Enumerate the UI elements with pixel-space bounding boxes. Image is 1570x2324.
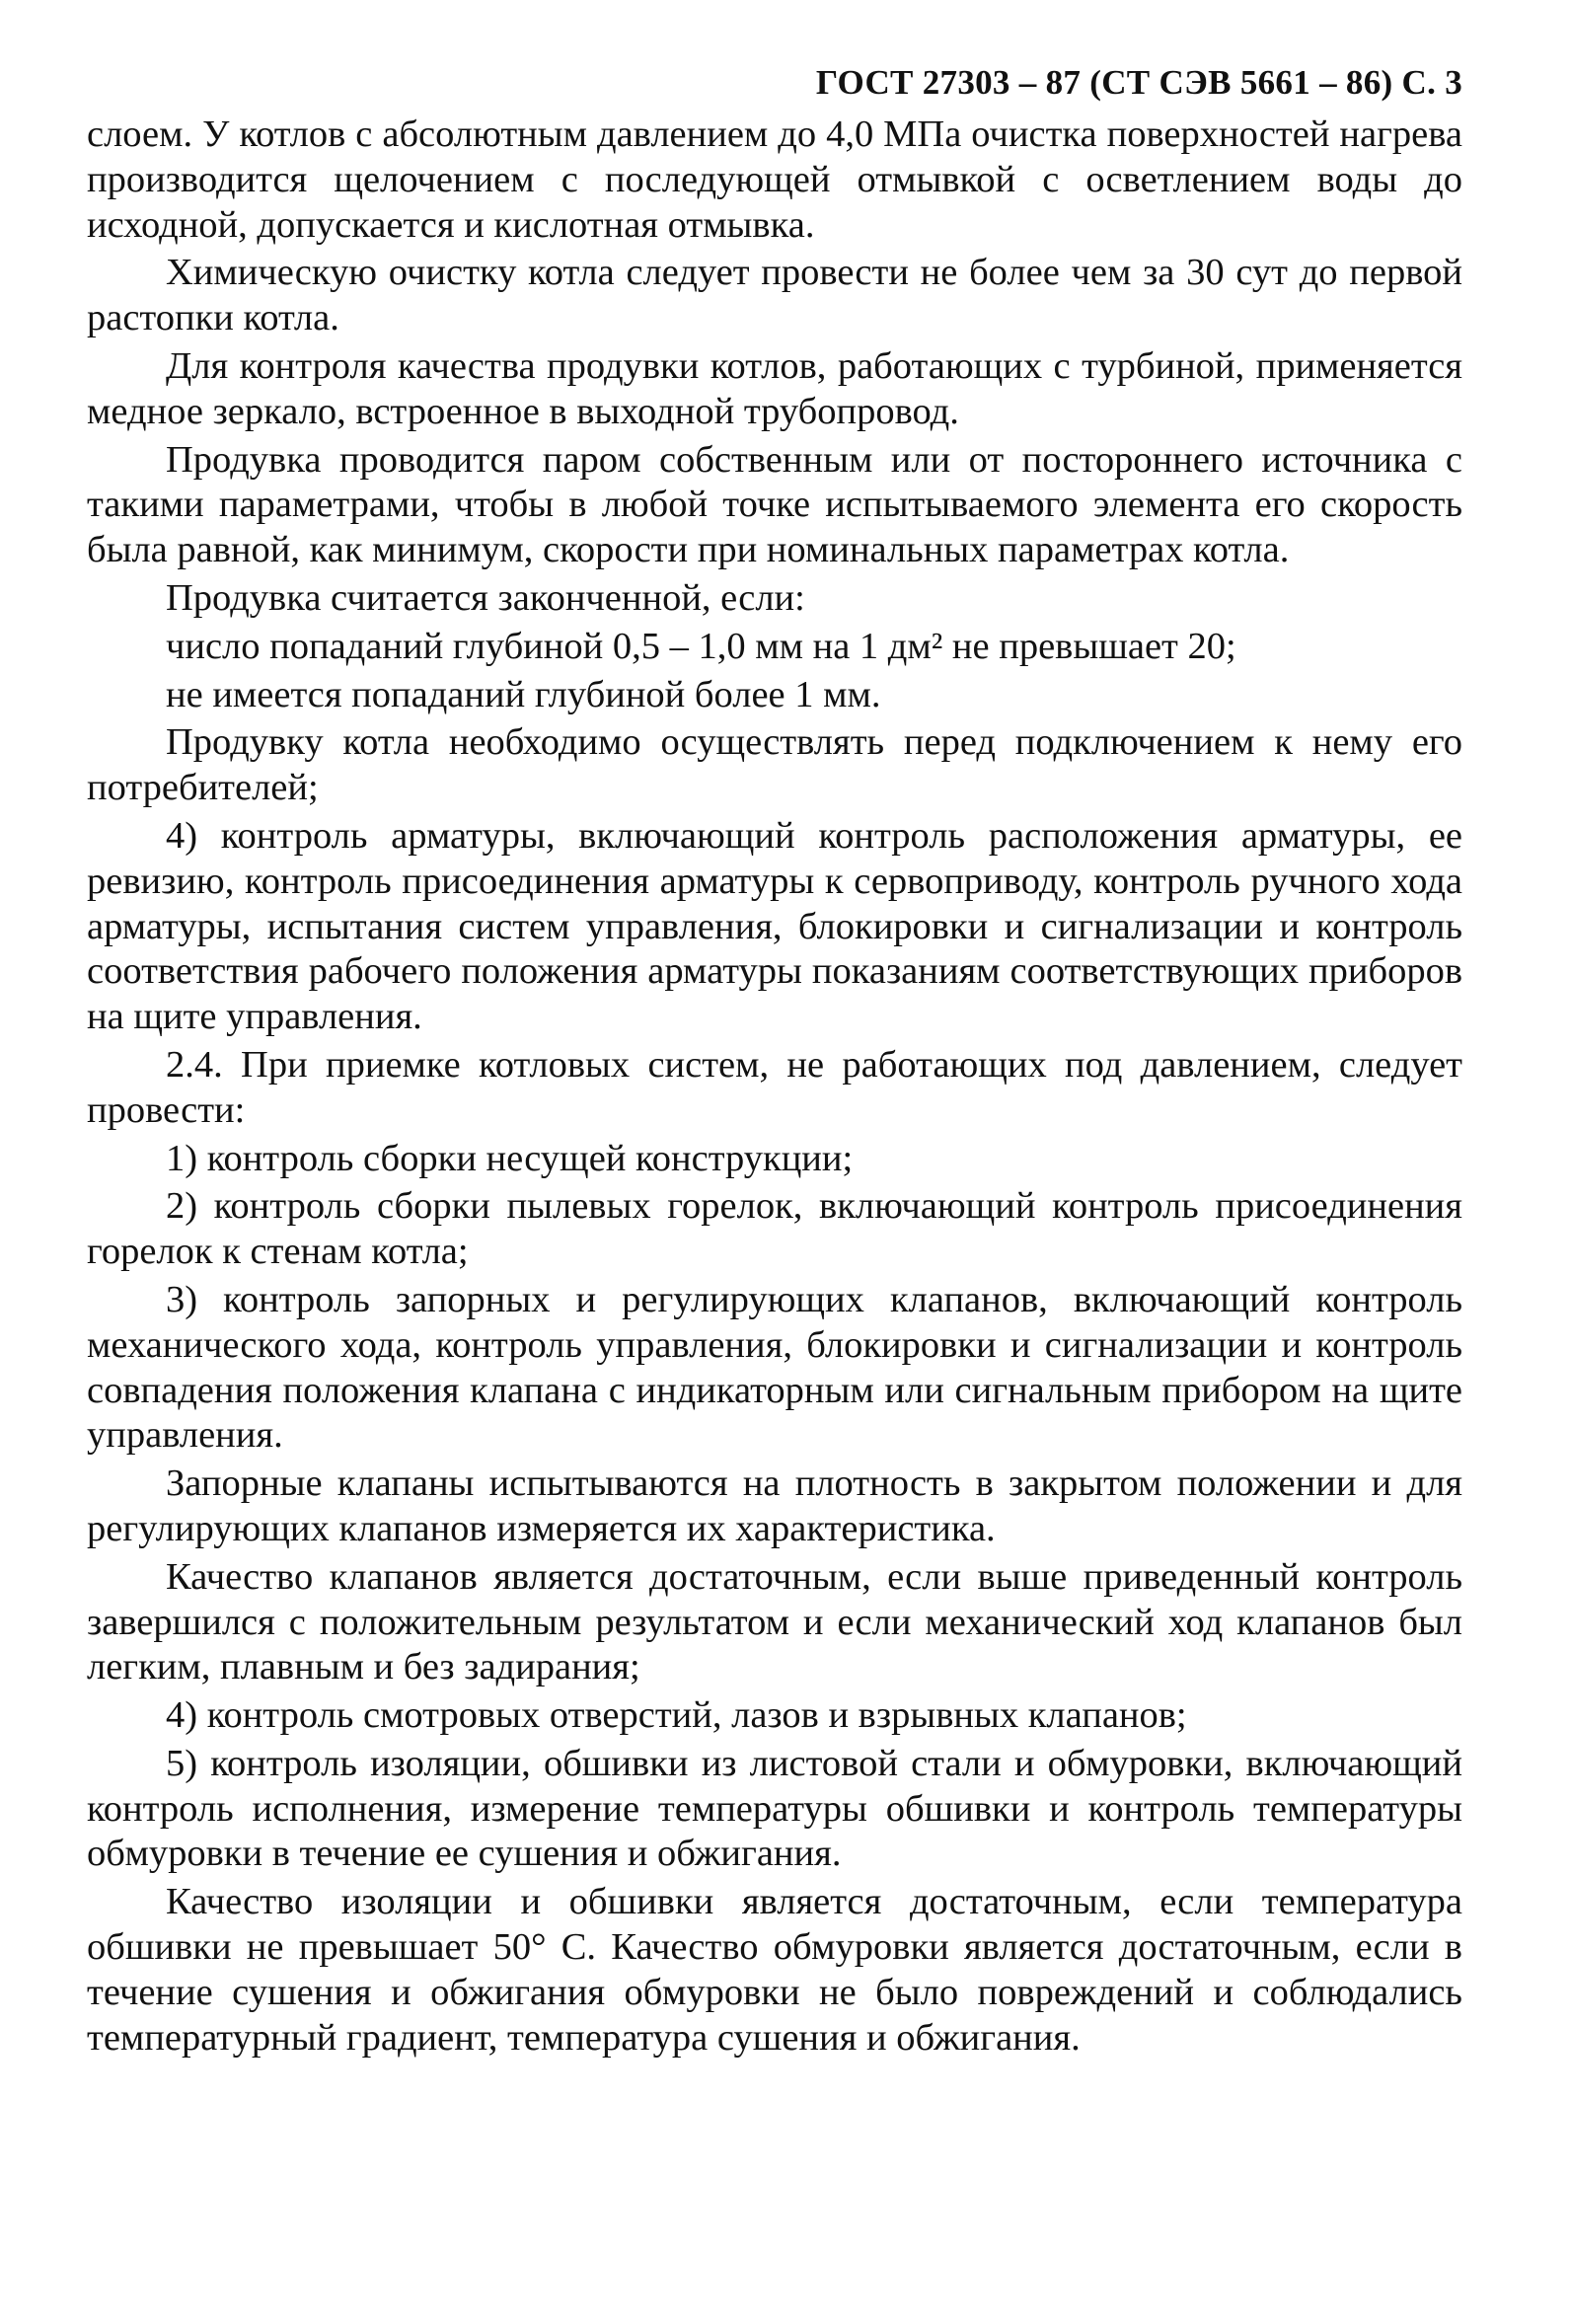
paragraph: не имеется попаданий глубиной более 1 мм.	[166, 673, 881, 715]
paragraph: 2) контроль сборки пылевых горелок, включающий контроль присоединения горелок к стенам котла;	[87, 1185, 1462, 1273]
document-body	[87, 112, 1462, 2061]
paragraph: Продувка проводится паром собственным или от постороннего источника с такими параметрами, чтобы в любой точке испытываемого элемента его скорость была равной, как минимум, скорости при номинальных параметрах котла.	[87, 438, 1462, 571]
paragraph: слоем. У котлов с абсолютным давлением до 4,0 МПа очистка поверхностей нагрева производится щелочением с последующей отмывкой с осветлением воды до исходной, допускается и кислотная отмывка.	[87, 113, 1462, 246]
paragraph: 4) контроль арматуры, включающий контроль расположения арматуры, ее ревизию, контроль присоединения арматуры к сервоприводу, контроль ручного хода арматуры, испытания систем управления, блокировки и сигнализации и контроль соответствия рабочего положения арматуры показаниям соответствующих приборов на щите управления.	[87, 814, 1462, 1038]
paragraph: Для контроля качества продувки котлов, работающих с турбиной, применяется медное зеркало, встроенное в выходной трубопровод.	[87, 344, 1462, 432]
document-page	[87, 59, 1462, 2063]
paragraph: Качество клапанов является достаточным, если выше приведенный контроль завершился с положительным результатом и если механический ход клапанов был легким, плавным и без задирания;	[87, 1555, 1462, 1688]
paragraph: 3) контроль запорных и регулирующих клапанов, включающий контроль механического хода, контроль управления, блокировки и сигнализации и контроль совпадения положения клапана с индикаторным или сигнальным прибором на щите управления.	[87, 1278, 1462, 1457]
paragraph: 2.4. При приемке котловых систем, не работающих под давлением, следует провести:	[87, 1043, 1462, 1131]
page-header: ГОСТ 27303 – 87 (СТ СЭВ 5661 – 86) С. 3	[815, 63, 1462, 102]
paragraph: Запорные клапаны испытываются на плотность в закрытом положении и для регулирующих клапанов измеряется их характеристика.	[87, 1462, 1462, 1549]
paragraph: Продувка считается законченной, если:	[166, 576, 805, 619]
paragraph: 1) контроль сборки несущей конструкции;	[166, 1137, 854, 1179]
paragraph: Химическую очистку котла следует провести не более чем за 30 сут до первой растопки котла.	[87, 252, 1462, 339]
paragraph: 5) контроль изоляции, обшивки из листовой стали и обмуровки, включающий контроль исполнения, измерение температуры обшивки и контроль температуры обмуровки в течение ее сушения и обжигания.	[87, 1742, 1462, 1875]
paragraph: Продувку котла необходимо осуществлять перед подключением к нему его потребителей;	[87, 721, 1462, 809]
paragraph: 4) контроль смотровых отверстий, лазов и взрывных клапанов;	[166, 1694, 1187, 1737]
paragraph: Качество изоляции и обшивки является достаточным, если температура обшивки не превышает 50° С. Качество обмуровки является достаточным, если в течение сушения и обжигания обмуровки не было повреждений и соблюдались температурный градиент, температура сушения и обжигания.	[87, 1881, 1462, 2059]
paragraph: число попаданий глубиной 0,5 – 1,0 мм на 1 дм² не превышает 20;	[166, 625, 1236, 667]
